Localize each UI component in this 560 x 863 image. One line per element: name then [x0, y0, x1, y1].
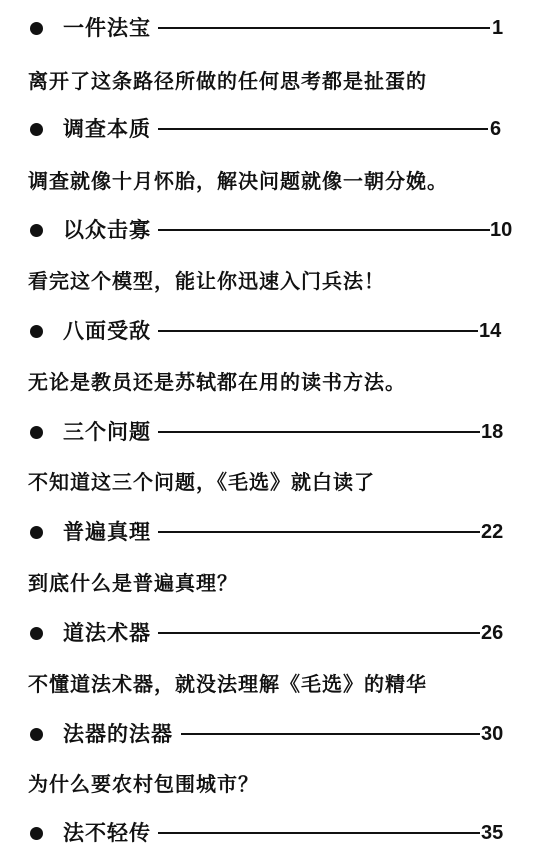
toc-entry-title: 调查本质: [63, 117, 151, 141]
toc-entry-page-number: 18: [481, 421, 504, 443]
toc-entry-page-number: 30: [481, 723, 504, 745]
toc-entry-title: 八面受敌: [63, 319, 151, 343]
toc-entry-description: 为什么要农村包围城市？: [28, 772, 259, 796]
toc-entry-2[interactable]: [0, 111, 560, 147]
toc-entry-page-number: 26: [481, 622, 504, 644]
toc-entry-description: 到底什么是普遍真理？: [28, 571, 238, 595]
toc-entry-5[interactable]: [0, 414, 560, 450]
dotted-leader-line: [158, 632, 480, 634]
bullet-icon: [30, 827, 43, 840]
dotted-leader-line: [158, 27, 490, 29]
dotted-leader-line: [158, 832, 480, 834]
toc-entry-7[interactable]: [0, 615, 560, 651]
dotted-leader-line: [158, 128, 488, 130]
toc-entry-page-number: 35: [481, 822, 504, 844]
dotted-leader-line: [158, 330, 478, 332]
dotted-leader-line: [158, 431, 480, 433]
toc-entry-6[interactable]: [0, 514, 560, 550]
bullet-icon: [30, 22, 43, 35]
toc-entry-description: 不懂道法术器，就没法理解《毛选》的精华: [28, 672, 427, 696]
toc-entry-page-number: 6: [490, 118, 502, 140]
bullet-icon: [30, 123, 43, 136]
toc-entry-title: 以众击寡: [63, 218, 151, 242]
toc-entry-description: 调查就像十月怀胎，解决问题就像一朝分娩。: [28, 169, 448, 193]
bullet-icon: [30, 526, 43, 539]
toc-entry-description: 无论是教员还是苏轼都在用的读书方法。: [28, 370, 406, 394]
toc-entry-3[interactable]: [0, 212, 560, 248]
toc-entry-9[interactable]: [0, 815, 560, 851]
toc-entry-title: 一件法宝: [63, 16, 151, 40]
toc-entry-page-number: 22: [481, 521, 504, 543]
toc-entry-page-number: 14: [479, 320, 502, 342]
toc-entry-4[interactable]: [0, 313, 560, 349]
dotted-leader-line: [158, 229, 490, 231]
toc-entry-description: 看完这个模型，能让你迅速入门兵法！: [28, 269, 385, 293]
toc-entry-1[interactable]: [0, 10, 560, 46]
toc-entry-description: 不知道这三个问题，《毛选》就白读了: [28, 470, 375, 494]
toc-entry-description: 离开了这条路径所做的任何思考都是扯蛋的: [28, 69, 427, 93]
dotted-leader-line: [181, 733, 480, 735]
toc-entry-8[interactable]: [0, 716, 560, 752]
toc-entry-title: 法不轻传: [63, 821, 151, 845]
toc-entry-title: 法器的法器: [63, 722, 173, 746]
toc-entry-title: 三个问题: [63, 420, 151, 444]
toc-entry-page-number: 10: [490, 219, 513, 241]
bullet-icon: [30, 627, 43, 640]
toc-entry-page-number: 1: [492, 17, 504, 39]
bullet-icon: [30, 728, 43, 741]
dotted-leader-line: [158, 531, 480, 533]
toc-entry-title: 普遍真理: [63, 520, 151, 544]
bullet-icon: [30, 325, 43, 338]
bullet-icon: [30, 426, 43, 439]
bullet-icon: [30, 224, 43, 237]
toc-entry-title: 道法术器: [63, 621, 151, 645]
